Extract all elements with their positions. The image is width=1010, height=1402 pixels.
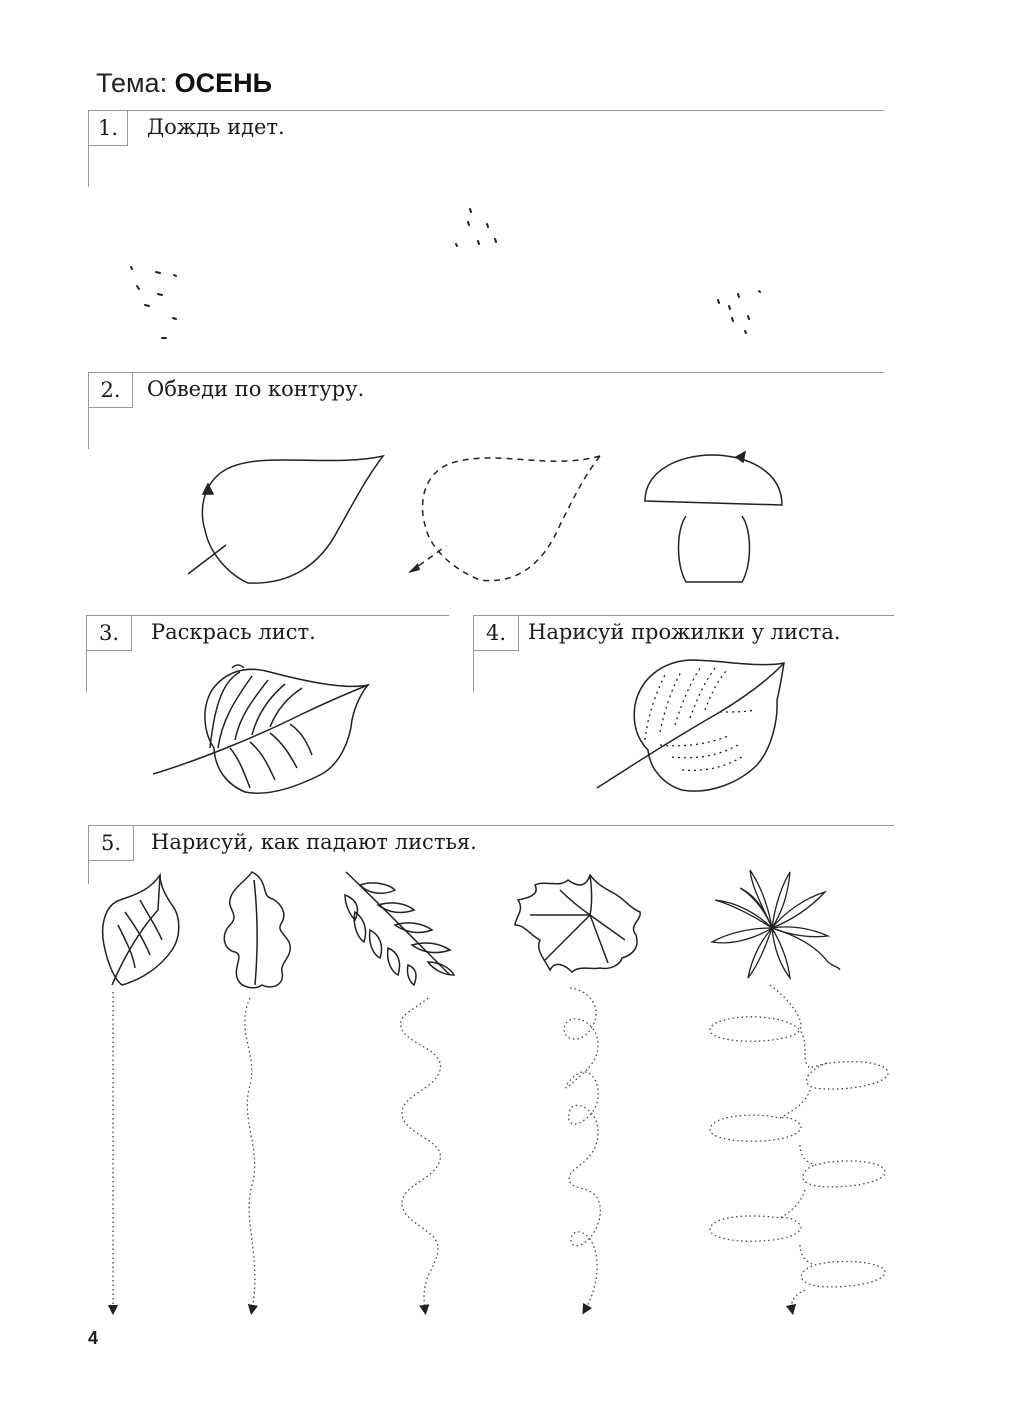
vein-leaf (597, 660, 784, 791)
title-topic: ОСЕНЬ (174, 68, 273, 98)
task-4-number: 4. (474, 616, 519, 651)
task-1-text: Дождь идет. (147, 115, 285, 139)
oak-leaf (224, 872, 290, 988)
task-3-text: Раскрась лист. (151, 620, 316, 644)
solid-leaf-outline (188, 456, 383, 583)
fall-path-loops (564, 988, 600, 1310)
task-5-number: 5. (89, 826, 134, 861)
fall-path-gentle-wave (245, 998, 255, 1310)
colorable-leaf (153, 665, 368, 793)
mushroom-outline (645, 452, 782, 582)
dashed-leaf-outline (410, 456, 600, 581)
task-5-text: Нарисуй, как падают листья. (151, 830, 477, 854)
title-prefix: Тема: (96, 68, 168, 98)
rowan-leaf (345, 872, 454, 985)
falling-paths (113, 985, 888, 1310)
page-number: 4 (88, 1328, 99, 1348)
chestnut-leaf (712, 870, 840, 978)
task-3-number: 3. (87, 616, 132, 651)
trace-arrow-icon (408, 563, 420, 573)
task-2-text: Обведи по контуру. (147, 377, 365, 401)
fall-path-s-wave (401, 998, 441, 1310)
maple-leaf (515, 875, 640, 972)
dotted-vein-guides (645, 668, 755, 770)
task-4-text: Нарисуй прожилки у листа. (528, 620, 841, 644)
task-2-number: 2. (89, 373, 133, 408)
fall-path-ellipses (710, 985, 888, 1310)
rain-drops-right (718, 291, 760, 333)
rain-drops-middle (456, 209, 496, 246)
task-1-number: 1. (89, 111, 128, 146)
rain-drops-left (131, 267, 176, 338)
birch-leaf (103, 875, 179, 985)
